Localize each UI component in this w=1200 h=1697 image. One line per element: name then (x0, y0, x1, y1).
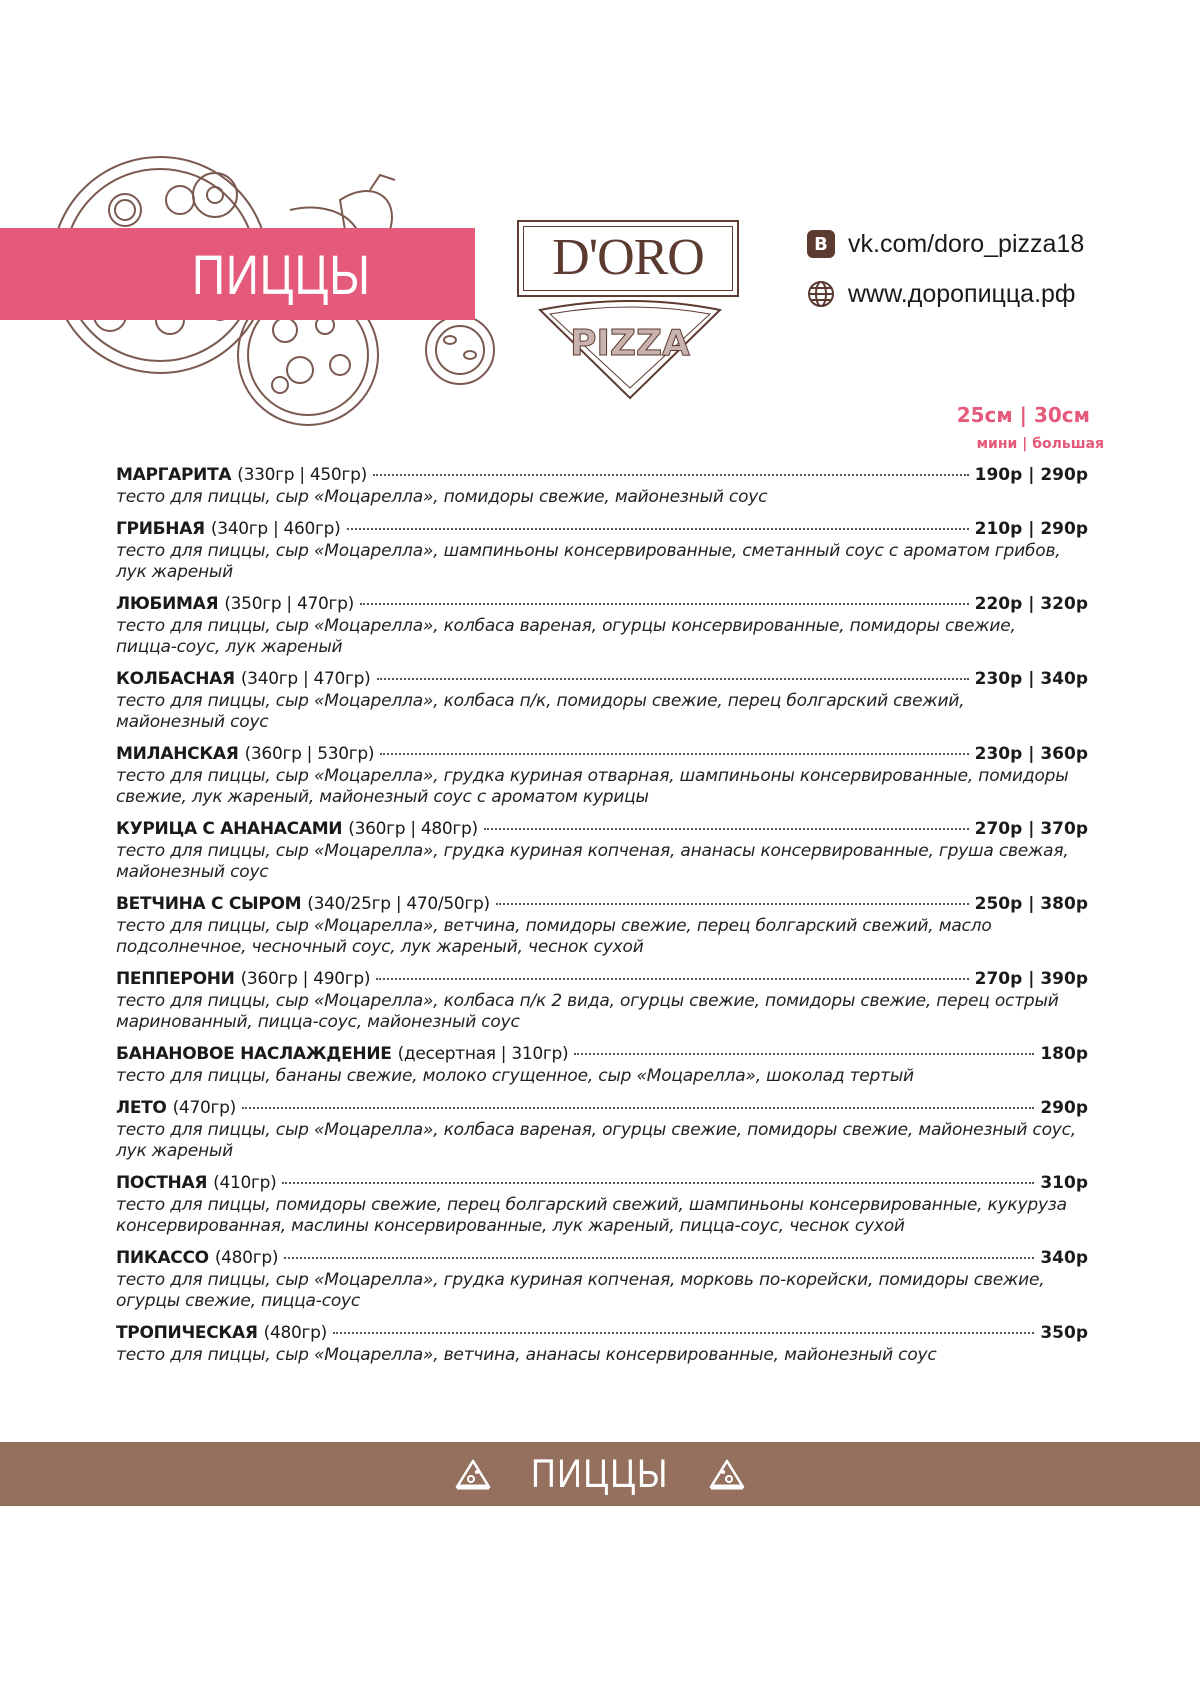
vk-address[interactable]: vk.com/doro_pizza18 (848, 229, 1085, 258)
dot-leader (484, 828, 969, 830)
menu-item (116, 1323, 1088, 1366)
item-price: 180р (1040, 1044, 1088, 1064)
item-name: МИЛАНСКАЯ (116, 744, 239, 764)
logo-pizza-mark (530, 300, 730, 400)
menu-item (116, 1248, 1088, 1312)
dot-leader (333, 1332, 1034, 1334)
dot-leader (574, 1053, 1034, 1055)
item-description: тесто для пиццы, сыр «Моцарелла», грудка куриная копченая, ананасы консервированные, груша свежая, майонезный соус (116, 841, 1069, 882)
item-price: 350р (1040, 1323, 1088, 1343)
item-weight: (480гр) (214, 1248, 279, 1268)
menu-item (116, 744, 1088, 808)
item-name: ГРИБНАЯ (116, 519, 205, 539)
item-weight: (480гр) (263, 1323, 327, 1343)
menu-item (116, 1044, 1088, 1087)
item-name: КУРИЦА С АНАНАСАМИ (116, 819, 343, 839)
dot-leader (373, 474, 969, 476)
dot-leader (360, 603, 969, 605)
item-name: ПОСТНАЯ (116, 1173, 208, 1193)
item-price: 270р | 370р (974, 819, 1088, 839)
dot-leader (380, 753, 968, 755)
vk-link[interactable] (806, 224, 1084, 264)
item-description: тесто для пиццы, сыр «Моцарелла», колбаса п/к, помидоры свежие, перец болгарский свежий, майонезный соус (116, 691, 965, 732)
item-weight: (340гр | 470гр) (240, 669, 371, 689)
dot-leader (242, 1107, 1034, 1109)
item-description: тесто для пиццы, сыр «Моцарелла», колбаса п/к 2 вида, огурцы свежие, помидоры свежие, перец острый маринованный, пицца-соус, майонезный соус (116, 991, 1059, 1032)
menu-item (116, 594, 1088, 658)
item-weight: (360гр | 530гр) (244, 744, 375, 764)
item-weight: (340/25гр | 470/50гр) (307, 894, 490, 914)
menu-list (116, 465, 1088, 1377)
logo-text: D'ORO (552, 229, 704, 286)
item-name: ПИКАССО (116, 1248, 209, 1268)
website-address[interactable]: www.доропицца.рф (848, 279, 1076, 308)
item-description: тесто для пиццы, сыр «Моцарелла», ветчина, помидоры свежие, перец болгарский свежий, масло подсолнечное, чесночный соус, лук жареный, чеснок сухой (116, 916, 992, 957)
globe-icon (806, 279, 836, 309)
item-price: 190р | 290р (974, 465, 1088, 485)
page-title: ПИЦЦЫ (192, 243, 371, 306)
pizza-slice-icon (707, 1457, 747, 1491)
item-weight: (410гр) (213, 1173, 277, 1193)
item-name: ЛЕТО (116, 1098, 167, 1118)
pizza-slice-icon (453, 1457, 493, 1491)
dot-leader (376, 978, 968, 980)
vk-badge: B (807, 230, 835, 258)
footer-content (0, 1442, 1200, 1506)
item-price: 230р | 340р (974, 669, 1088, 689)
item-description: тесто для пиццы, сыр «Моцарелла», помидоры свежие, майонезный соус (116, 487, 768, 507)
item-weight: (360гр | 480гр) (348, 819, 478, 839)
item-price: 230р | 360р (974, 744, 1088, 764)
dot-leader (377, 678, 969, 680)
item-price: 210р | 290р (974, 519, 1088, 539)
menu-item (116, 894, 1088, 958)
dot-leader (347, 528, 969, 530)
dot-leader (496, 903, 969, 905)
item-description: тесто для пиццы, помидоры свежие, перец болгарский свежий, шампиньоны консервированные, кукуруза консервированная, маслины консервированные, лук жареный, пицца-соус, чеснок сухой (116, 1195, 1067, 1236)
menu-item (116, 819, 1088, 883)
menu-item (116, 1173, 1088, 1237)
size-subheader: мини | большая (976, 436, 1104, 452)
item-description: тесто для пиццы, сыр «Моцарелла», колбаса вареная, огурцы свежие, помидоры свежие, майонезный соус, лук жареный (116, 1120, 1076, 1161)
item-name: МАРГАРИТА (116, 465, 232, 485)
logo-pizza-text: PIZZA (570, 323, 690, 364)
item-price: 340р (1040, 1248, 1088, 1268)
menu-item (116, 465, 1088, 508)
item-description: тесто для пиццы, сыр «Моцарелла», ветчина, ананасы консервированные, майонезный соус (116, 1345, 937, 1365)
item-weight: (340гр | 460гр) (210, 519, 341, 539)
item-name: ЛЮБИМАЯ (116, 594, 219, 614)
item-description: тесто для пиццы, бананы свежие, молоко сгущенное, сыр «Моцарелла», шоколад тертый (116, 1066, 914, 1086)
menu-item (116, 1098, 1088, 1162)
menu-item (116, 969, 1088, 1033)
item-name: КОЛБАСНАЯ (116, 669, 235, 689)
item-price: 270р | 390р (974, 969, 1088, 989)
vk-icon (806, 229, 836, 259)
menu-item (116, 519, 1088, 583)
item-weight: (360гр | 490гр) (240, 969, 371, 989)
item-price: 290р (1040, 1098, 1088, 1118)
item-price: 250р | 380р (974, 894, 1088, 914)
website-link[interactable] (806, 274, 1076, 314)
item-weight: (350гр | 470гр) (224, 594, 354, 614)
item-price: 310р (1040, 1173, 1088, 1193)
item-weight: (десертная | 310гр) (397, 1044, 569, 1064)
item-name: ВЕТЧИНА С СЫРОМ (116, 894, 302, 914)
dot-leader (284, 1257, 1034, 1259)
item-description: тесто для пиццы, сыр «Моцарелла», грудка куриная копченая, морковь по-корейски, помидоры свежие, огурцы свежие, пицца-соус (116, 1270, 1045, 1311)
dot-leader (282, 1182, 1034, 1184)
size-header: 25см | 30см (956, 403, 1090, 427)
item-weight: (470гр) (172, 1098, 236, 1118)
item-price: 220р | 320р (974, 594, 1088, 614)
item-weight: (330гр | 450гр) (237, 465, 367, 485)
item-description: тесто для пиццы, сыр «Моцарелла», шампиньоны консервированные, сметанный соус с ароматом грибов, лук жареный (116, 541, 1061, 582)
item-description: тесто для пиццы, сыр «Моцарелла», грудка куриная отварная, шампиньоны консервированные, помидоры свежие, лук жареный, майонезный соус с ароматом курицы (116, 766, 1069, 807)
item-name: ПЕППЕРОНИ (116, 969, 235, 989)
menu-item (116, 669, 1088, 733)
footer-title: ПИЦЦЫ (531, 1451, 669, 1496)
item-description: тесто для пиццы, сыр «Моцарелла», колбаса вареная, огурцы консервированные, помидоры свежие, пицца-соус, лук жареный (116, 616, 1016, 657)
item-name: БАНАНОВОЕ НАСЛАЖДЕНИЕ (116, 1044, 392, 1064)
item-name: ТРОПИЧЕСКАЯ (116, 1323, 258, 1343)
